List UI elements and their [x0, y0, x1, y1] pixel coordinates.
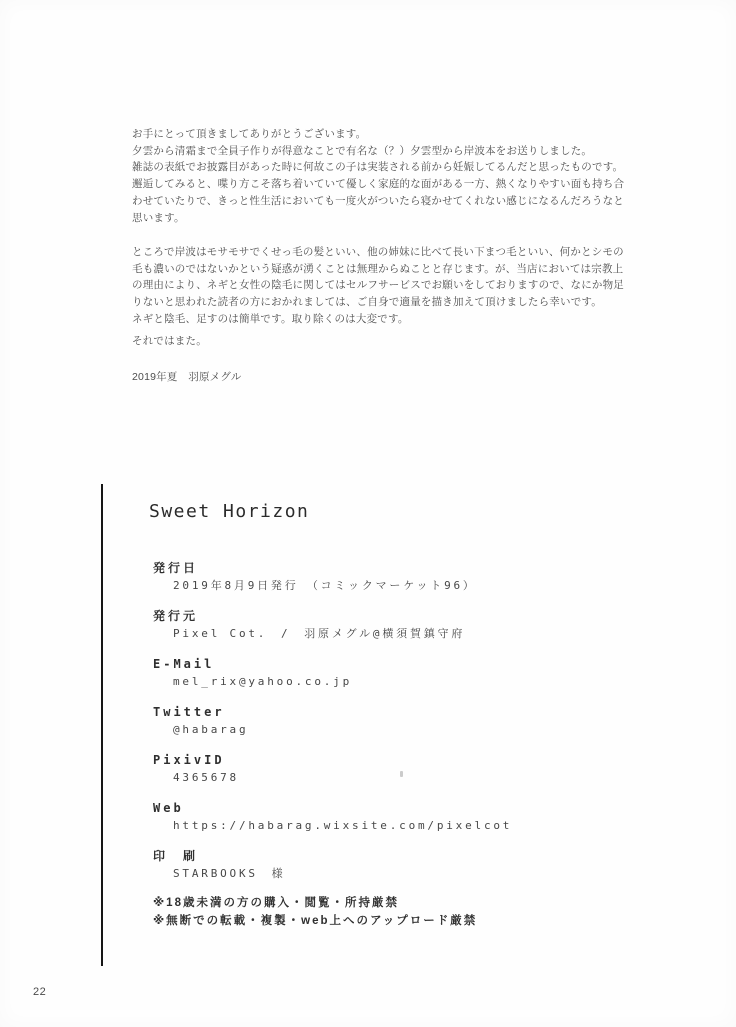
entry-value: https://habarag.wixsite.com/pixelcot — [173, 819, 513, 832]
colophon-entry-twitter — [153, 704, 512, 738]
colophon-entry-publisher — [153, 608, 512, 642]
page-number: 22 — [33, 986, 47, 998]
text-line: わせていたりで、きっと性生活においても一度火がついたら寝かせてくれない感じになるんだろうなと — [132, 194, 624, 207]
text-line: 毛も濃いのではないかという疑惑が湧くことは無理からぬことと存じます。が、当店においては宗教上 — [132, 262, 624, 275]
entry-label: Web — [153, 801, 184, 815]
entry-value: mel_rix@yahoo.co.jp — [173, 675, 353, 688]
book-title: Sweet Horizon — [149, 501, 310, 522]
colophon-entry-printer — [153, 848, 512, 882]
text-line: りないと思われた読者の方におかれましては、ご自身で適量を描き加えて頂けましたら幸いです。 — [132, 296, 602, 309]
afterword-paragraph-2 — [132, 244, 624, 328]
text-line: 邂逅してみると、喋り方こそ落ち着いていて優しく家庭的な面がある一方、熱くなりやすい面も持ち合 — [132, 178, 625, 191]
scan-artifact-speck — [400, 771, 403, 777]
entry-label: 発行日 — [153, 561, 199, 575]
colophon-entry-publication-date — [153, 560, 512, 594]
entry-value: 4365678 — [173, 771, 239, 784]
entry-value: STARBOOKS 様 — [173, 867, 286, 880]
text-line: 夕雲から清霜まで全員子作りが得意なことで有名な（？）夕雲型から岸波本をお送りしました。 — [132, 144, 593, 157]
text-line: ネギと陰毛、足すのは簡単です。取り除くのは大変です。 — [132, 312, 409, 325]
text-line: 思います。 — [132, 211, 185, 224]
afterword-paragraph-1 — [132, 126, 624, 226]
text-line: の理由により、ネギと女性の陰毛に関してはセルフサービスでお願いをしておりますので、なにか物足 — [132, 279, 624, 292]
entry-value: Pixel Cot. / 羽原メグル@横須賀鎮守府 — [173, 627, 466, 640]
colophon-entry-web — [153, 800, 512, 834]
colophon-entries — [153, 560, 512, 896]
author-signature: 2019年夏 羽原メグル — [132, 371, 242, 383]
entry-label: 印 刷 — [153, 849, 199, 863]
notice-line: ※18歳未満の方の購入・閲覧・所持厳禁 — [153, 897, 399, 909]
afterword-closing: それではまた。 — [132, 335, 207, 347]
entry-value: @habarag — [173, 723, 249, 736]
colophon-entry-pixiv-id — [153, 752, 512, 786]
colophon-entry-email — [153, 656, 512, 690]
entry-label: PixivID — [153, 753, 225, 767]
entry-label: E-Mail — [153, 657, 215, 671]
notice-line: ※無断での転載・複製・web上へのアップロード厳禁 — [153, 914, 478, 927]
text-line: 雑誌の表紙でお披露目があった時に何故この子は実装される前から妊娠してるんだと思ったものです。 — [132, 161, 624, 174]
colophon-divider-line — [101, 484, 103, 966]
text-line: ところで岸波はモサモサでくせっ毛の髪といい、他の姉妹に比べて長い下まつ毛といい、何かとシモの — [132, 246, 624, 258]
entry-label: 発行元 — [153, 609, 199, 623]
entry-value: 2019年8月9日発行 （コミックマーケット96） — [173, 579, 477, 592]
restriction-notices — [153, 895, 477, 930]
entry-label: Twitter — [153, 705, 225, 719]
text-line: お手にとって頂きましてありがとうございます。 — [132, 128, 367, 140]
